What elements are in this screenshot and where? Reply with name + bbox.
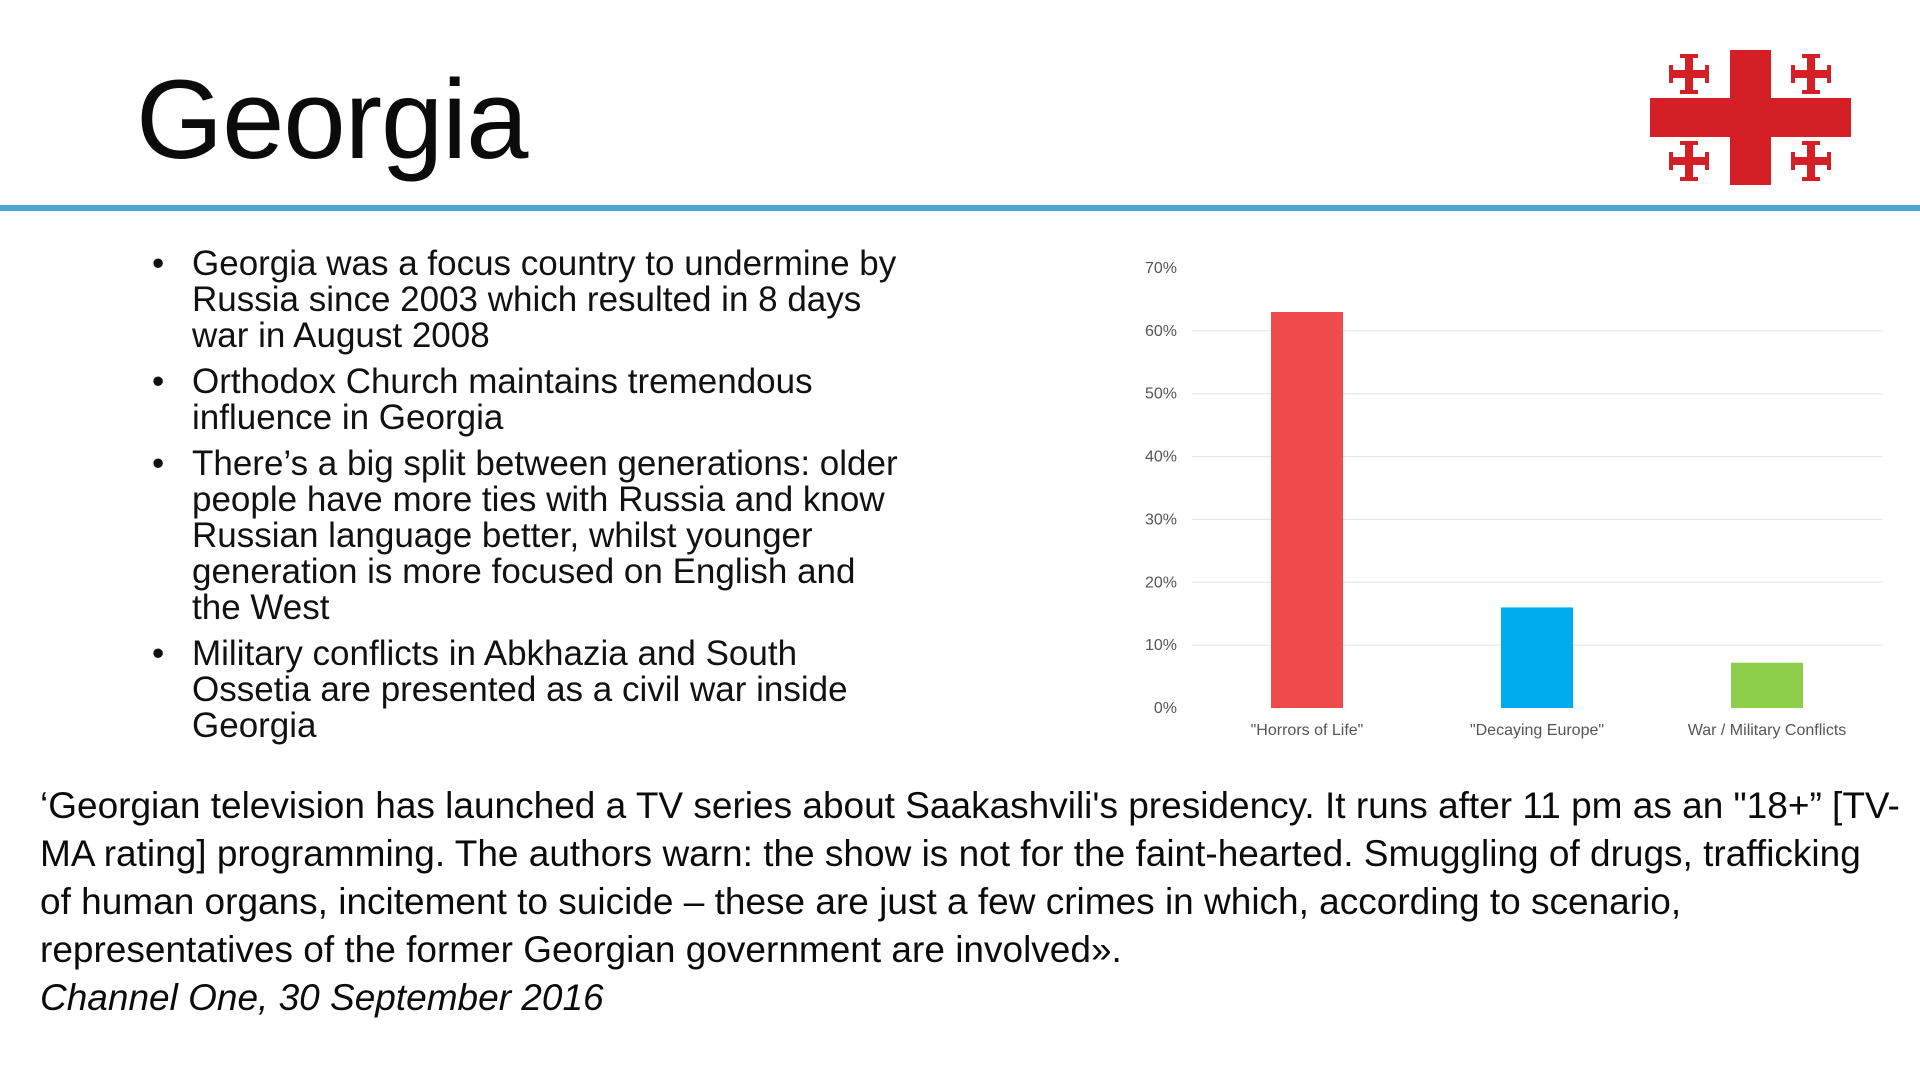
x-tick-label: "Decaying Europe" bbox=[1469, 722, 1605, 739]
bullet-item bbox=[140, 446, 900, 626]
y-tick-label: 50% bbox=[1144, 385, 1177, 403]
y-tick-label: 70% bbox=[1144, 260, 1177, 277]
y-tick-label: 0% bbox=[1153, 700, 1177, 717]
bar bbox=[1731, 663, 1803, 708]
x-tick-label: War / Military Conflicts bbox=[1687, 722, 1847, 739]
bullet-text: Orthodox Church maintains tremendous influence in Georgia bbox=[192, 362, 813, 437]
y-tick-label: 30% bbox=[1144, 511, 1177, 529]
bullet-item bbox=[140, 364, 900, 436]
y-tick-label: 10% bbox=[1144, 637, 1177, 655]
bullet-list bbox=[140, 246, 900, 754]
bullet-dot-icon: • bbox=[152, 244, 165, 283]
quote-source: Channel One, 30 September 2016 bbox=[40, 977, 604, 1018]
quote-text: ‘Georgian television has launched a TV series about Saakashvili's presidency. It runs after 11 pm as an "18+” [TV-MA rating] programming. The authors warn: the show is not for the faint-hearted. Smuggling of drugs, trafficking of human organs, incitement to suicide – these are just a few crimes in which, according to scenario, representatives of the former Georgian government are involved». bbox=[40, 785, 1900, 970]
bullet-text: There’s a big split between generations: older people have more ties with Russia and know Russian language better, whilst younger generation is more focused on English and the West bbox=[192, 444, 898, 627]
bar bbox=[1501, 607, 1573, 708]
georgia-flag-icon bbox=[1650, 50, 1851, 185]
bullet-item bbox=[140, 636, 900, 744]
bullet-dot-icon: • bbox=[152, 362, 165, 401]
bullet-dot-icon: • bbox=[152, 444, 165, 483]
y-tick-label: 40% bbox=[1144, 448, 1177, 466]
bar bbox=[1271, 312, 1343, 708]
title-divider bbox=[0, 205, 1920, 211]
bullet-dot-icon: • bbox=[152, 634, 165, 673]
bar-chart bbox=[1120, 248, 1900, 748]
bullet-text: Military conflicts in Abkhazia and South Ossetia are presented as a civil war inside Georgia bbox=[192, 634, 848, 745]
bullet-item bbox=[140, 246, 900, 354]
y-tick-label: 60% bbox=[1144, 322, 1177, 340]
bullet-text: Georgia was a focus country to undermine by Russia since 2003 which resulted in 8 days war in August 2008 bbox=[192, 244, 897, 355]
slide-title: Georgia bbox=[136, 57, 528, 182]
x-tick-label: "Horrors of Life" bbox=[1250, 722, 1364, 739]
y-tick-label: 20% bbox=[1144, 574, 1177, 592]
